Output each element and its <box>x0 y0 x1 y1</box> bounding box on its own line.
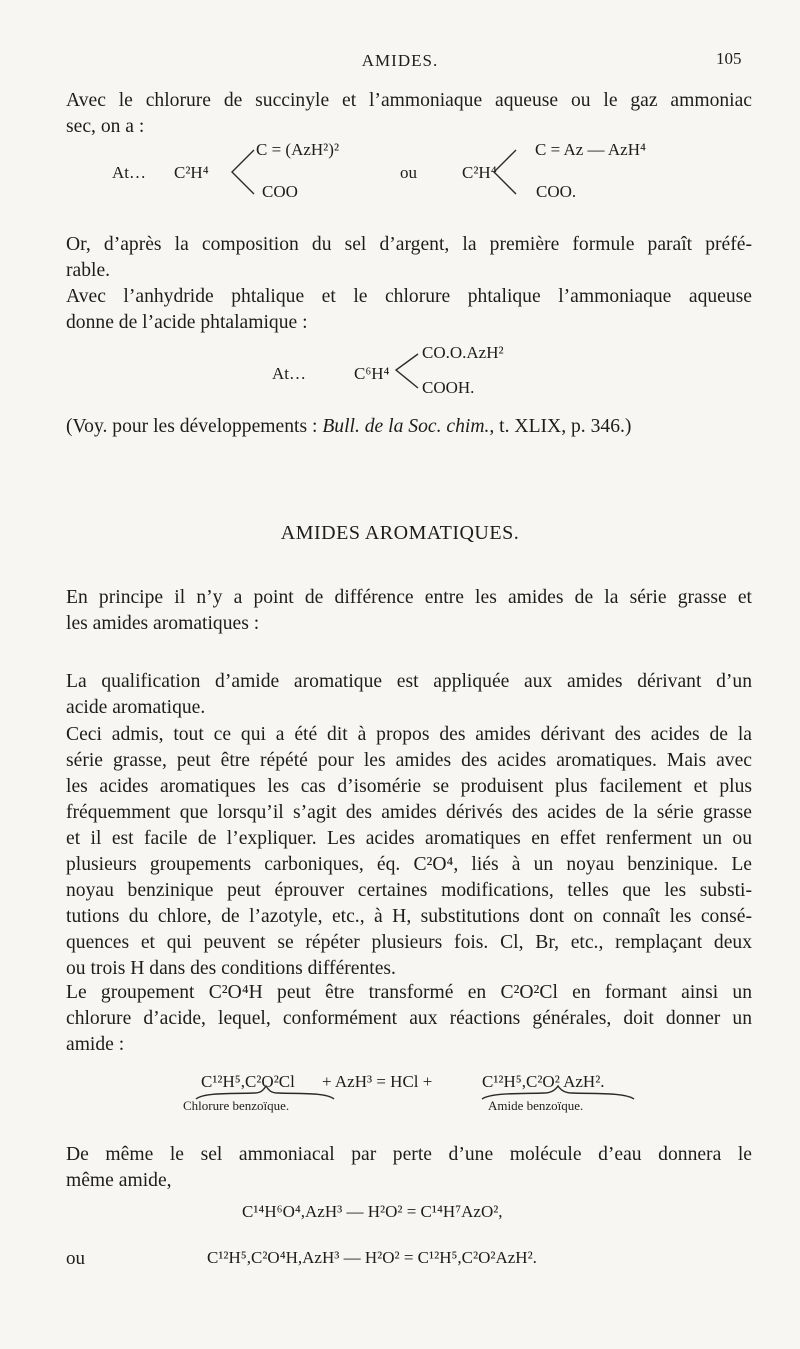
text-line: sec, on a : <box>66 116 145 137</box>
formula-radical: C⁶H⁴ <box>354 364 390 383</box>
text-line: donne de l’acide phtalamique : <box>66 312 308 333</box>
text-line: acide aromatique. <box>66 697 206 718</box>
equation-middle: + AzH³ = HCl + <box>322 1072 433 1091</box>
text-line: les amides aromatiques : <box>66 613 260 634</box>
bracket-left-1 <box>232 150 254 194</box>
formula-branch-top: CO.O.AzH² <box>422 343 504 362</box>
page-number: 105 <box>716 49 742 68</box>
underbrace-chlorure <box>196 1086 334 1099</box>
label-amide-benzoique: Amide benzoïque. <box>488 1098 584 1113</box>
formula-branch-top: C = (AzH²)² <box>256 140 340 159</box>
text-line: plusieurs groupements carboniques, éq. C²O⁴, liés à un noyau benzinique. Le <box>66 854 752 875</box>
text-line: amide : <box>66 1034 125 1055</box>
text-line: En principe il n’y a point de différence entre les amides de la série grasse et <box>66 587 752 608</box>
text-line: ou trois H dans des conditions différentes. <box>66 958 396 979</box>
text-line: rable. <box>66 260 111 281</box>
text-line: Avec le chlorure de succinyle et l’ammoniaque aqueuse ou le gaz ammoniac <box>66 90 752 111</box>
equation-ammoniacal: C¹⁴H⁶O⁴,AzH³ — H²O² = C¹⁴H⁷AzO², <box>242 1202 503 1221</box>
formula-radical: C²H⁴ <box>462 163 497 182</box>
text-line: tutions du chlore, de l’azotyle, etc., à H, substitutions dont on connaît les consé- <box>66 906 752 927</box>
text-line: et il est facile de l’expliquer. Les acides aromatiques en effet renferment un ou <box>66 828 752 849</box>
text-line: série grasse, peut être répété pour les amides des acides aromatiques. Mais avec <box>66 750 752 771</box>
label-chlorure-benzoique: Chlorure benzoïque. <box>183 1098 290 1113</box>
text-line: Le groupement C²O⁴H peut être transformé en C²O²Cl en formant ainsi un <box>66 982 752 1003</box>
equation-alternative: C¹²H⁵,C²O⁴H,AzH³ — H²O² = C¹²H⁵,C²O²AzH². <box>207 1248 537 1267</box>
reference-prefix: (Voy. pour les développements : <box>66 416 323 437</box>
text-line: quences et qui peuvent se répéter plusieurs fois. Cl, Br, etc., remplaçant deux <box>66 932 752 953</box>
formula-branch-bottom: COOH. <box>422 378 475 397</box>
formula-ou: ou <box>400 163 417 182</box>
formula-at: At… <box>112 163 146 182</box>
text-line: Or, d’après la composition du sel d’argent, la première formule paraît préfé- <box>66 234 752 255</box>
formula-branch-top: C = Az — AzH⁴ <box>535 140 646 159</box>
reference-journal: Bull. de la Soc. chim. <box>322 416 490 437</box>
text-line: même amide, <box>66 1170 172 1191</box>
section-heading: AMIDES AROMATIQUES. <box>280 522 520 544</box>
text-line: chlorure d’acide, lequel, conformément aux réactions générales, doit donner un <box>66 1008 752 1029</box>
text-line: De même le sel ammoniacal par perte d’une molécule d’eau donnera le <box>66 1144 752 1165</box>
equation-ou: ou <box>66 1248 85 1269</box>
formula-at: At… <box>272 364 306 383</box>
formula-branch-bottom: COO. <box>536 182 577 201</box>
bracket-right-1 <box>494 150 516 194</box>
running-header: AMIDES. <box>361 51 439 70</box>
text-line: Ceci admis, tout ce qui a été dit à propos des amides dérivant des acides de la <box>66 724 752 745</box>
text-line: noyau benzinique peut éprouver certaines modifications, telles que les substi- <box>66 880 752 901</box>
text-line: les acides aromatiques les cas d’isomérie se produisent plus facilement et plus <box>66 776 752 797</box>
formula-radical: C²H⁴ <box>174 163 209 182</box>
equation-product: C¹²H⁵,C²O² AzH². <box>482 1072 605 1091</box>
bracket-phtal <box>396 354 418 388</box>
reference-suffix: , t. XLIX, p. 346.) <box>489 416 632 437</box>
text-line: La qualification d’amide aromatique est appliquée aux amides dérivant d’un <box>66 671 752 692</box>
underbrace-amide <box>482 1086 634 1099</box>
text-line: Avec l’anhydride phtalique et le chlorure phtalique l’ammoniaque aqueuse <box>66 286 752 307</box>
formula-branch-bottom: COO <box>262 182 298 201</box>
equation-reactant: C¹²H⁵,C²O²Cl <box>201 1072 295 1091</box>
text-line: fréquemment que lorsqu’il s’agit des amides dérivés des acides de la série grasse <box>66 802 752 823</box>
